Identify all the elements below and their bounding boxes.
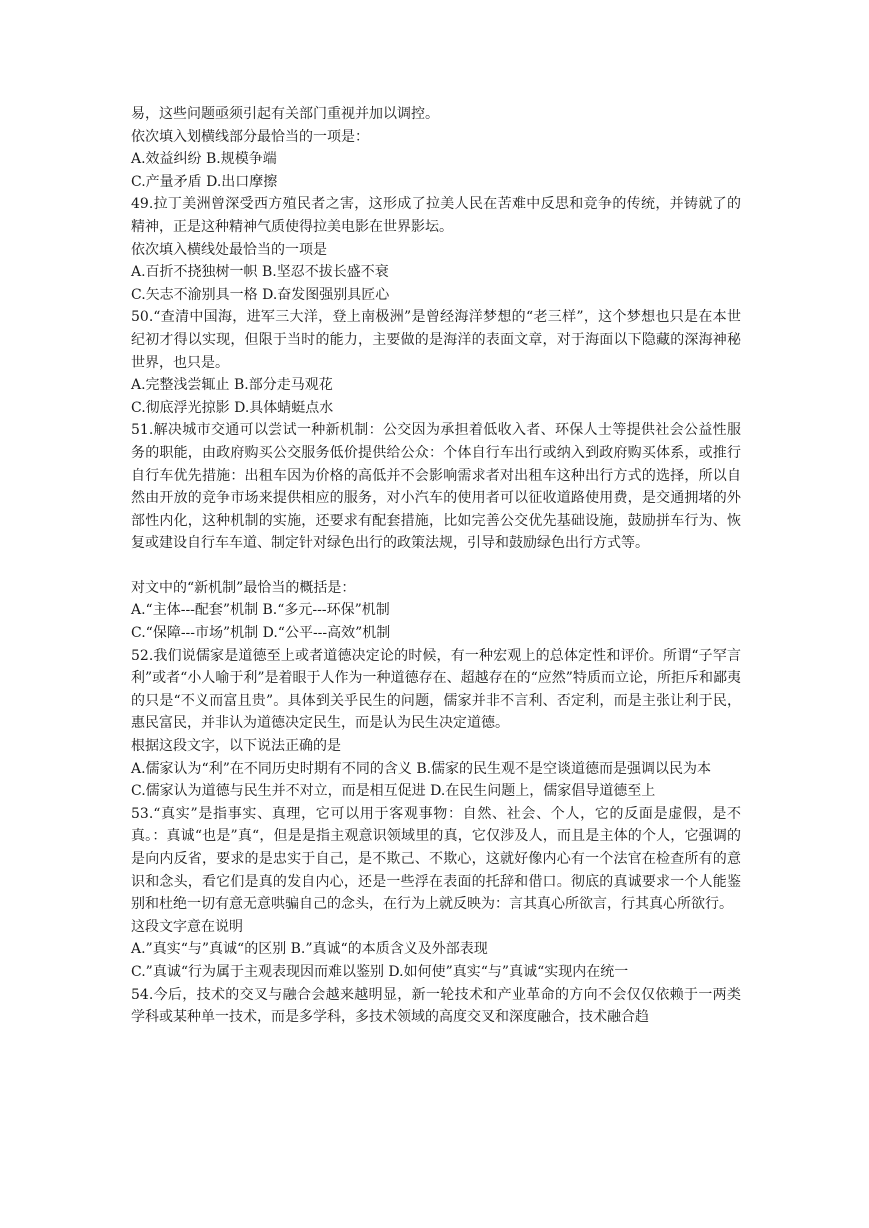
option-line: C.”真诚“行为属于主观表现因而难以鉴别 D.如何使”真实“与”真诚“实现内在统一: [131, 963, 629, 980]
option-line: A.儒家认为“利”在不同历史时期有不同的含义 B.儒家的民生观不是空谈道德而是强调以民为本: [131, 760, 712, 777]
option-line: A.效益纠纷 B.规模争端: [131, 151, 277, 168]
question-49: 49.拉丁美洲曾深受西方殖民者之害，这形成了拉美人民在苦难中反思和竞争的传统，并铸就了的精神，正是这种精神气质使得拉美电影在世界影坛。: [131, 196, 741, 235]
option-line: A.”真实“与”真诚“的区别 B.”真诚“的本质含义及外部表现: [131, 941, 488, 958]
question-51: 51.解决城市交通可以尝试一种新机制：公交因为承担着低收入者、环保人士等提供社会公益性服务的职能，由政府购买公交服务低价提供给公众：个体自行车出行或纳入到政府购买体系，或推行自行车优先措施：出租车因为价格的高低并不会影响需求者对出租车这种出行方式的选择，所以自然由开放的竞争市场来提供相应的服务，对小汽车的使用者可以征收道路使用费，是交通拥堵的外部性内化，这种机制的实施，还要求有配套措施，比如完善公交优先基础设施，鼓励拼车行为、恢复或建设自行车车道、制定针对绿色出行的政策法规，引导和鼓励绿色出行方式等。: [131, 422, 741, 552]
option-line: C.彻底浮光掠影 D.具体蜻蜓点水: [131, 399, 334, 416]
blank-line: [131, 555, 741, 577]
option-line: C.儒家认为道德与民生并不对立，而是相互促进 D.在民生问题上，儒家倡导道德至上: [131, 783, 656, 800]
document-page: [131, 103, 741, 1029]
question-54: 54.今后，技术的交叉与融合会越来越明显，新一轮技术和产业革命的方向不会仅仅依赖于一两类学科或某种单一技术，而是多学科，多技术领域的高度交叉和深度融合，技术融合趋: [131, 986, 741, 1026]
option-line: A.“主体---配套”机制 B.“多元---环保”机制: [131, 602, 390, 619]
question-prompt: 对文中的“新机制”最恰当的概括是：: [131, 579, 356, 596]
text-line-1: 易，这些问题亟须引起有关部门重视并加以调控。: [131, 106, 439, 122]
question-50: 50.“查清中国海，进军三大洋，登上南极洲”是曾经海洋梦想的“老三样”，这个梦想也只是在本世纪初才得以实现，但限于当时的能力，主要做的是海洋的表面文章，对于海面以下隐藏的深海神秘世界，也只是。: [131, 309, 741, 371]
question-prompt: 依次填入横线处最恰当的一项是: [131, 241, 327, 258]
option-line: C.产量矛盾 D.出口摩擦: [131, 173, 278, 190]
option-line: A.完整浅尝辄止 B.部分走马观花: [131, 377, 333, 394]
question-prompt: 根据这段文字，以下说法正确的是: [131, 738, 341, 755]
option-line: C.矢志不渝别具一格 D.奋发图强别具匠心: [131, 286, 390, 303]
question-52: 52.我们说儒家是道德至上或者道德决定论的时候，有一种宏观上的总体定性和评价。所谓“子罕言利”或者“小人喻于利”是着眼于人作为一种道德存在、超越存在的“应然”特质而立论，所拒斥和鄙夷的只是“不义而富且贵”。具体到关乎民生的问题，儒家并非不言利、否定利，而是主张让利于民，惠民富民，并非认为道德决定民生，而是认为民生决定道德。: [131, 647, 741, 732]
question-53: 53.“真实”是指事实、真理，它可以用于客观事物：自然、社会、个人，它的反面是虚假，是不真。：真诚“也是”真“，但是是指主观意识领域里的真，它仅涉及人，而且是主体的个人，它强调的是向内反省，要求的是忠实于自己，是不欺己、不欺心，这就好像内心有一个法官在检查所有的意识和念头，看它们是真的发自内心，还是一些浮在表面的托辞和借口。彻底的真诚要求一个人能鉴别和杜绝一切有意无意哄骗自己的念头，在行为上就反映为：言其真心所欲言，行其真心所欲行。: [131, 805, 741, 913]
option-line: A.百折不挠独树一帜 B.坚忍不拔长盛不衰: [131, 264, 389, 281]
question-prompt: 依次填入划横线部分最恰当的一项是：: [131, 128, 369, 145]
question-prompt: 这段文字意在说明: [131, 918, 243, 935]
option-line: C.“保障---市场”机制 D.“公平---高效”机制: [131, 625, 391, 642]
